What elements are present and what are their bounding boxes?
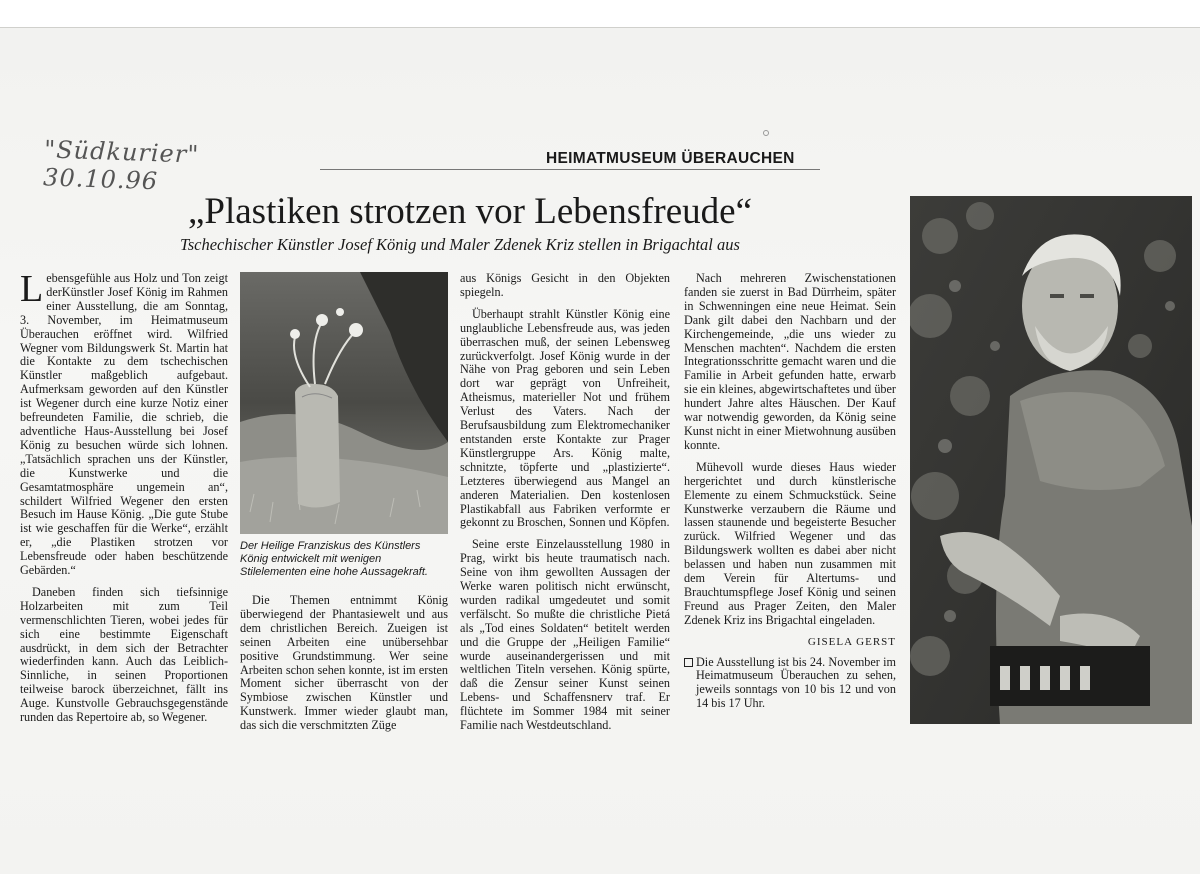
bullet-box-icon <box>684 658 693 667</box>
headline: „Plastiken strotzen vor Lebensfreude“ <box>187 191 753 232</box>
paragraph: Mühevoll wurde dieses Haus wieder hergerichtet und durch künstlerische Elemente zu einem Schmuckstück. Seine Kunstwerke verzaubern die Räume und lassen staunende und begeisterte Besucher zurück. Wilfried Wegener und das Bildungswerk wollten es dabei aber nicht belassen und haben nun zusammen mit dem Verein für Altertums- und Brauchtumspflege Josef König und seinen Freund aus Prager Zeiten, den Maler Zdenek Kriz ins Brigachtal eingeladen. <box>684 459 896 627</box>
article-column-3 <box>460 272 670 741</box>
section-heading: HEIMATMUSEUM ÜBERAUCHEN <box>546 150 795 167</box>
drop-cap: L <box>20 268 44 310</box>
paragraph: Daneben finden sich tiefsinnige Holzarbeiten mit zum Teil vermenschlichten Tieren, wobei jedes für sich eine bestimmte Eigenschaft ausdrückt, in dem sich der Betrachter wiederfinden kann. Auch das Leiblich-Sinnliche, in seinen Proportionen teilweise barock überzeichnet, fällt ins Auge. Kunstvolle Gebrauchsgegenstände runden das Repertoire ab, so Wegener. <box>20 584 228 725</box>
sculpture-photo <box>240 272 448 534</box>
paragraph: Seine erste Einzelausstellung 1980 in Prag, wirkt bis heute traumatisch nach. Seine von ihm gewollten Aussagen der Werke waren politisch nicht erwünscht, wurden radikal umgedeutet und somit verfälscht. So mußte die christliche Pietá als „Tod eines Soldaten“ betitelt werden und die Gruppe der „Heiligen Familie“ wurde auseinandergerissen und mit weltlichen Titeln versehen. König spürte, daß die Zensur seiner Kunst seinen Lebens- und Schaffensnerv traf. Er flüchtete im Sommer 1984 mit seiner Familie nach Westdeutschland. <box>460 537 670 733</box>
paragraph: Überhaupt strahlt Künstler König eine unglaubliche Lebensfreude aus, was jeden überraschen muß, der seinen Lebensweg zurückverfolgt. Josef König wurde in der Nähe von Prag geboren und sein Leben dort war geprägt von Unfreiheit, Atheismus, materieller Not und frühem Verlust des Vaters. Nach der Berufsausbildung zum Elektromechaniker entstanden erste Kontakte zur Prager Künstlergruppe Ars. König malte, schnitzte, töpferte und „plastizierte“. Letzteres überwiegend aus Mangel an anderen Materialien. Den kostenlosen Plastikabfall aus Fabriken verformte er gekonnt zu Broschen, Sonnen und Köpfen. <box>460 306 670 530</box>
exhibition-note: Die Ausstellung ist bis 24. November im Heimatmuseum Überauchen zu sehen, jeweils sonntags von 10 bis 12 und von 14 bis 17 Uhr. <box>684 656 896 712</box>
sculpture-photo-image <box>240 272 448 534</box>
author-byline: GISELA GERST <box>807 635 896 648</box>
paragraph: aus Königs Gesicht in den Objekten spiegeln. <box>460 271 670 299</box>
paragraph: Die Themen entnimmt König überwiegend der Phantasiewelt und aus dem christlichen Bereich. Zueigen ist seinen Arbeiten eine unübersehbar positive Grundstimmung. Wer seine Arbeiten schon sehen konnte, ist im ersten Moment sicher überrascht von der Symbiose zwischen Künstler und Kunstwerk. Immer wieder glaubt man, das sich die verschmitzten Züge <box>240 593 448 733</box>
photo-caption: Der Heilige Franziskus des Künstlers König entwickelt mit wenigen Stilelementen eine hohe Aussagekraft. <box>240 540 428 578</box>
punch-mark <box>763 130 769 136</box>
handwritten-note: "Südkurier" 30.10.96 <box>42 135 200 196</box>
heading-rule <box>320 169 820 170</box>
artist-portrait-photo <box>910 196 1192 724</box>
paragraph: Nach mehreren Zwischenstationen fanden sie zuerst in Bad Dürrheim, später in Schwenningen eine neue Heimat. Sein Dank gilt dabei den Nachbarn und der Kirchengemeinde, „die uns wieder zu Menschen machten“. Nachdem die ersten Integrationsschritte gemacht waren und die Familie in Arbeit gefunden hatte, erwarb sie ein kleines, abgewirtschaftetes und über hundert Jahre altes Häuschen. Der Kauf war notwendig geworden, da König seine Kunst nicht in einer Mietwohnung ausüben konnte. <box>684 271 896 452</box>
article-column-1 <box>20 268 228 733</box>
artist-portrait-image <box>910 196 1192 724</box>
article-column-4 <box>684 272 896 719</box>
paragraph: Lebensgefühle aus Holz und Ton zeigt derKünstler Josef König im Rahmen einer Ausstellung, die am Sonntag, 3. November, im Heimatmuseum Überauchen eröffnet wird. Wilfried Wegner vom Bildungswerk St. Martin hat die Kontakte zu dem tschechischen Künstler maßgeblich aufgebaut. Aufmerksam geworden auf den Künstler ist Wegener durch eine kurze Notiz einer befreundeten Familie, die schrieb, die adventliche Haus-Ausstellung bei Josef König zu besuchen würde sich lohnen. „Tatsächlich sprachen uns der Künstler, die Kunstwerke und die Gesamtatmosphäre ungemein an“, schildert Wilfried Wegener den ersten Besuch im Hause König. „Die gute Stube ist wie geschaffen für die Werke“, erzählt er, „die Plastiken strotzen vor Lebensfreude oder haben beschützende Gebärden.“ <box>20 268 228 578</box>
subheadline: Tschechischer Künstler Josef König und Maler Zdenek Kriz stellen in Brigachtal aus <box>180 235 740 254</box>
article-column-2 <box>240 594 448 741</box>
